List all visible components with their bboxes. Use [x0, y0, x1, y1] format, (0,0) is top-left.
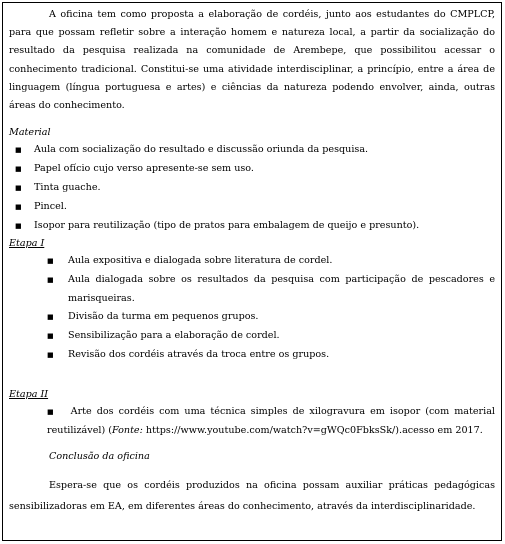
square-bullet-icon: ■: [15, 146, 22, 155]
conclusion-paragraph: Espera-se que os cordéis produzidos na oficina possam auxiliar práticas pedagógicas sensibilizadoras em EA, em diferentes áreas do conhecimento, através da interdisciplinaridade.: [9, 480, 495, 512]
square-bullet-icon: ■: [47, 408, 56, 417]
list-item: ■ Aula com socialização do resultado e discussão oriunda da pesquisa.: [15, 141, 495, 160]
list-item: ■ Divisão da turma em pequenos grupos.: [47, 308, 495, 327]
intro-paragraph: A oficina tem como proposta a elaboração de cordéis, junto aos estudantes do CMPLCP, para que possam refletir sobre a interação homem e natureza local, a partir da socialização do resultado da pesquisa realizada na comunidade de Arembepe, que possibilitou acessar o conhecimento tradicional. Constitui-se uma atividade interdisciplinar, a princípio, entre a área de linguagem (língua portuguesa e artes) e ciências da natureza podendo envolver, ainda, outras áreas do conhecimento.: [9, 9, 495, 112]
source-label: Fonte:: [111, 425, 143, 437]
material-heading: Material: [9, 127, 51, 139]
square-bullet-icon: ■: [15, 202, 22, 211]
document-frame: [2, 2, 502, 541]
square-bullet-icon: ■: [15, 184, 22, 193]
etapa-ii-heading: Etapa II: [9, 389, 49, 401]
square-bullet-icon: ■: [47, 351, 54, 360]
square-bullet-icon: ■: [15, 165, 22, 174]
material-list: [9, 141, 495, 236]
list-item: ■ Papel ofício cujo verso apresente-se sem uso.: [15, 160, 495, 179]
etapa-ii-item: ■ Arte dos cordéis com uma técnica simples de xilogravura em isopor (com material reutilizável) (Fonte: https://www.youtube.com/watch?v=gWQc0FbksSk/).acesso em 2017.: [47, 406, 495, 437]
list-item: ■ Isopor para reutilização (tipo de pratos para embalagem de queijo e presunto).: [15, 217, 495, 236]
list-item: ■ Aula expositiva e dialogada sobre literatura de cordel.: [47, 252, 495, 271]
etapa-i-heading: Etapa I: [9, 237, 45, 249]
etapa-i-list: [9, 252, 495, 365]
list-item: ■ Pincel.: [15, 198, 495, 217]
list-item: ■ Sensibilização para a elaboração de cordel.: [47, 327, 495, 346]
square-bullet-icon: ■: [47, 256, 54, 265]
square-bullet-icon: ■: [47, 313, 54, 322]
list-item: ■ Tinta guache.: [15, 179, 495, 198]
square-bullet-icon: ■: [47, 332, 54, 341]
list-item: ■ Aula dialogada sobre os resultados da pesquisa com participação de pescadores e marisqueiras.: [47, 271, 495, 309]
square-bullet-icon: ■: [15, 221, 22, 230]
square-bullet-icon: ■: [47, 275, 54, 284]
source-link-text: https://www.youtube.com/watch?v=gWQc0FbksSk/).acesso em 2017.: [142, 425, 483, 437]
conclusion-heading: Conclusão da oficina: [49, 451, 150, 462]
list-item: ■ Revisão dos cordéis através da troca entre os grupos.: [47, 346, 495, 365]
